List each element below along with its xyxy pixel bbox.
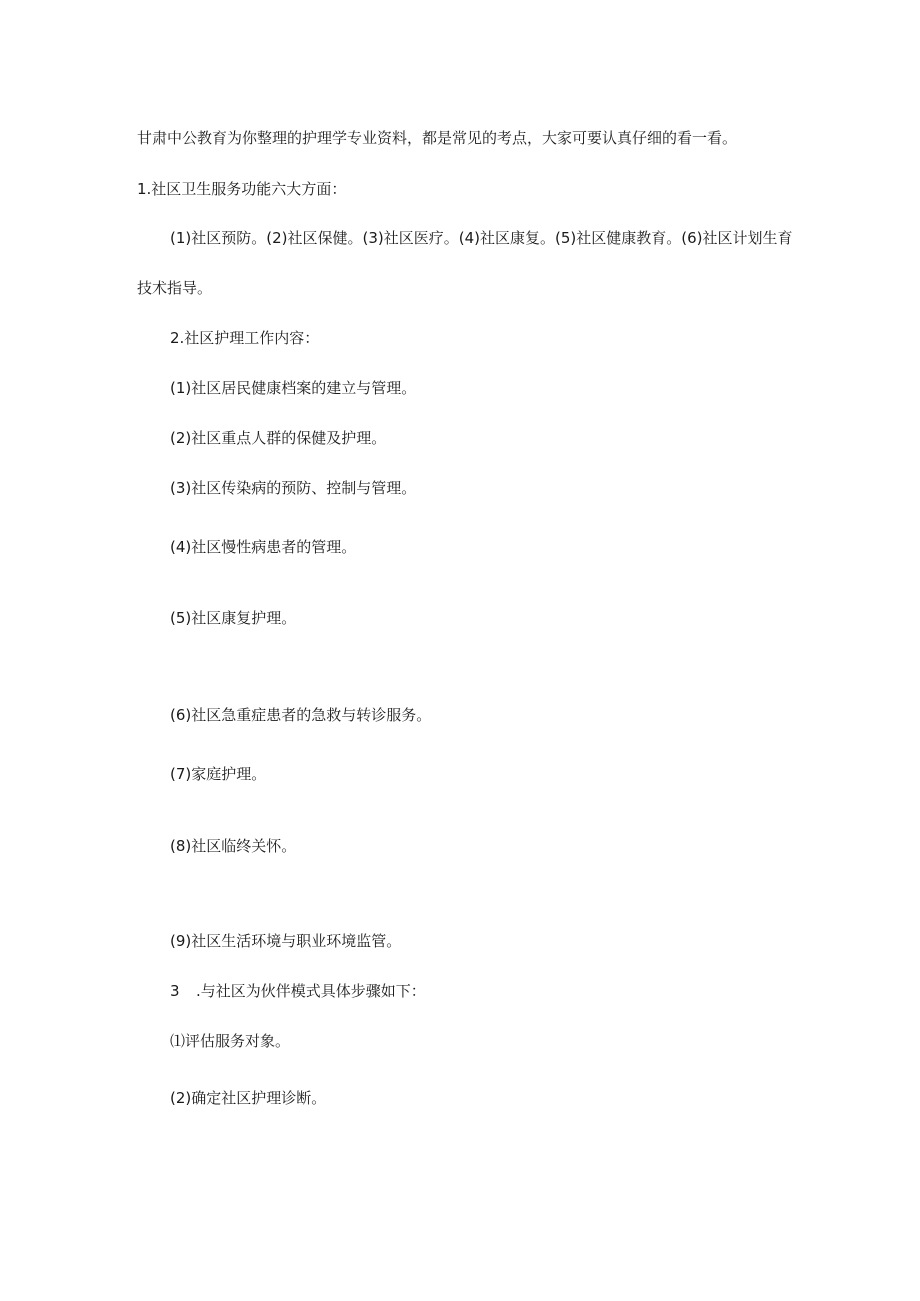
list-item: (4)社区慢性病患者的管理。 (170, 538, 357, 556)
list-item: (7)家庭护理。 (170, 765, 267, 783)
list-item: (1)社区居民健康档案的建立与管理。 (170, 379, 417, 397)
list-item: (6)社区急重症患者的急救与转诊服务。 (170, 706, 432, 724)
section-1-paragraph-line-2: 技术指导。 (137, 279, 213, 297)
list-item: (9)社区生活环境与职业环境监管。 (170, 932, 402, 950)
section-1-heading: 1.社区卫生服务功能六大方面： (137, 180, 347, 198)
section-3-number: 3 (170, 982, 180, 1000)
section-3-heading-text: .与社区为伙伴模式具体步骤如下： (196, 982, 426, 1000)
step-item: (2)确定社区护理诊断。 (170, 1089, 327, 1107)
list-item: (3)社区传染病的预防、控制与管理。 (170, 479, 417, 497)
section-2-heading: 2.社区护理工作内容： (170, 329, 320, 347)
section-1-paragraph-line-1: (1)社区预防。(2)社区保健。(3)社区医疗。(4)社区康复。(5)社区健康教育。(6)社区计划生育 (170, 229, 793, 247)
step-item: ⑴评估服务对象。 (170, 1032, 291, 1050)
section-3-heading (170, 981, 426, 1001)
list-item: (2)社区重点人群的保健及护理。 (170, 429, 387, 447)
intro-paragraph: 甘肃中公教育为你整理的护理学专业资料，都是常见的考点，大家可要认真仔细的看一看。 (137, 129, 738, 147)
list-item: (5)社区康复护理。 (170, 609, 297, 627)
list-item: (8)社区临终关怀。 (170, 837, 297, 855)
